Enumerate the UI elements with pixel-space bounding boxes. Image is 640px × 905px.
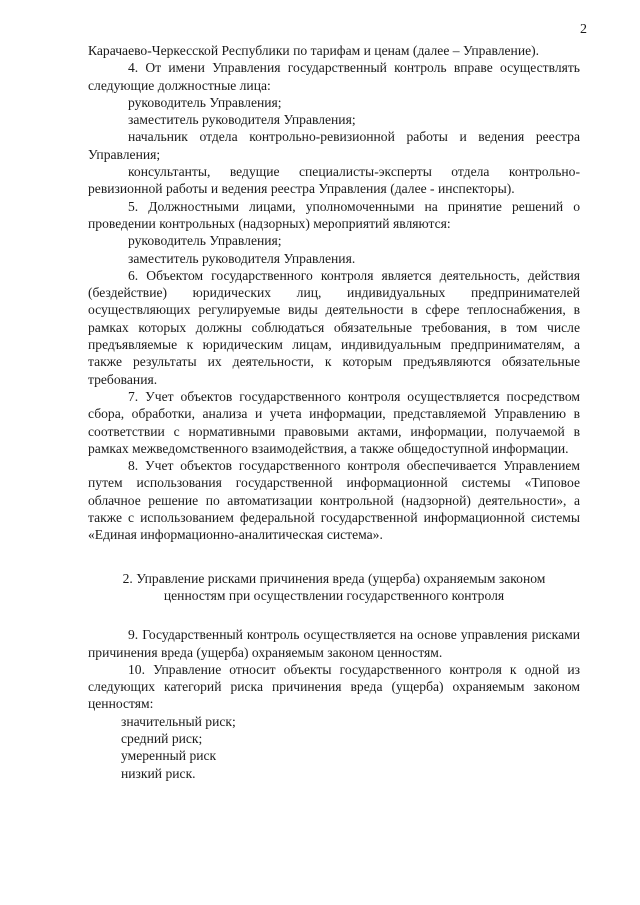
paragraph-4: 4. От имени Управления государственный контроль вправе осуществлять следующие должностные лица: [88,60,580,93]
list-item: руководитель Управления; [128,233,282,249]
list-item: низкий риск. [121,765,196,781]
paragraph-7: 7. Учет объектов государственного контроля осуществляется посредством сбора, обработки, анализа и учета информации, представляемой Управлению в соответствии с нормативными правовыми актами, информации, получаемой в рамках межведомственного взаимодействия, а также общедоступной информации. [88,388,580,456]
list-item: умеренный риск [121,748,217,764]
paragraph-5: 5. Должностными лицами, уполномоченными на принятие решений о проведении контрольных (надзорных) мероприятий являются: [88,198,580,231]
section-heading: 2. Управление рисками причинения вреда (ущерба) охраняемым законом ценностям при осуществлении государственного контроля [122,570,546,603]
paragraph-10: 10. Управление относит объекты государственного контроля к одной из следующих категорий риска причинения вреда (ущерба) охраняемым законом ценностям: [88,661,580,712]
paragraph-continuation: Карачаево-Черкесской Республики по тарифам и ценам (далее – Управление). [88,43,540,58]
list-item: значительный риск; [121,713,236,729]
paragraph-6: 6. Объектом государственного контроля является деятельность, действия (бездействие) юридических лиц, индивидуальных предпринимателей осуществляющих регулируемые виды деятельности в сфере теплоснабжения, в рамках которых должны соблюдаться обязательные требования, в том числе предъявляемые к юридическим лицам, индивидуальным предпринимателям, а также результаты их деятельности, к которым предъявляются обязательные требования. [88,267,580,387]
list-item: консультанты, ведущие специалисты-эксперты отдела контрольно-ревизионной работы и ведения реестра Управления (далее - инспекторы). [88,164,580,197]
paragraph-9: 9. Государственный контроль осуществляется на основе управления рисками причинения вреда (ущерба) охраняемым законом ценностям. [88,627,580,660]
list-item: руководитель Управления; [128,94,282,110]
paragraph-8: 8. Учет объектов государственного контроля обеспечивается Управлением путем использования государственной информационной системы «Типовое облачное решение по автоматизации контрольной (надзорной) деятельности», а также с использованием федеральной государственной информационной системы «Единая информационно-аналитическая система». [88,458,580,543]
list-item: средний риск; [121,730,203,746]
document-body [88,42,580,782]
page-number: 2 [580,22,587,37]
list-item: заместитель руководителя Управления. [128,250,356,266]
list-item: начальник отдела контрольно-ревизионной работы и ведения реестра Управления; [88,129,580,162]
list-item: заместитель руководителя Управления; [128,112,356,128]
